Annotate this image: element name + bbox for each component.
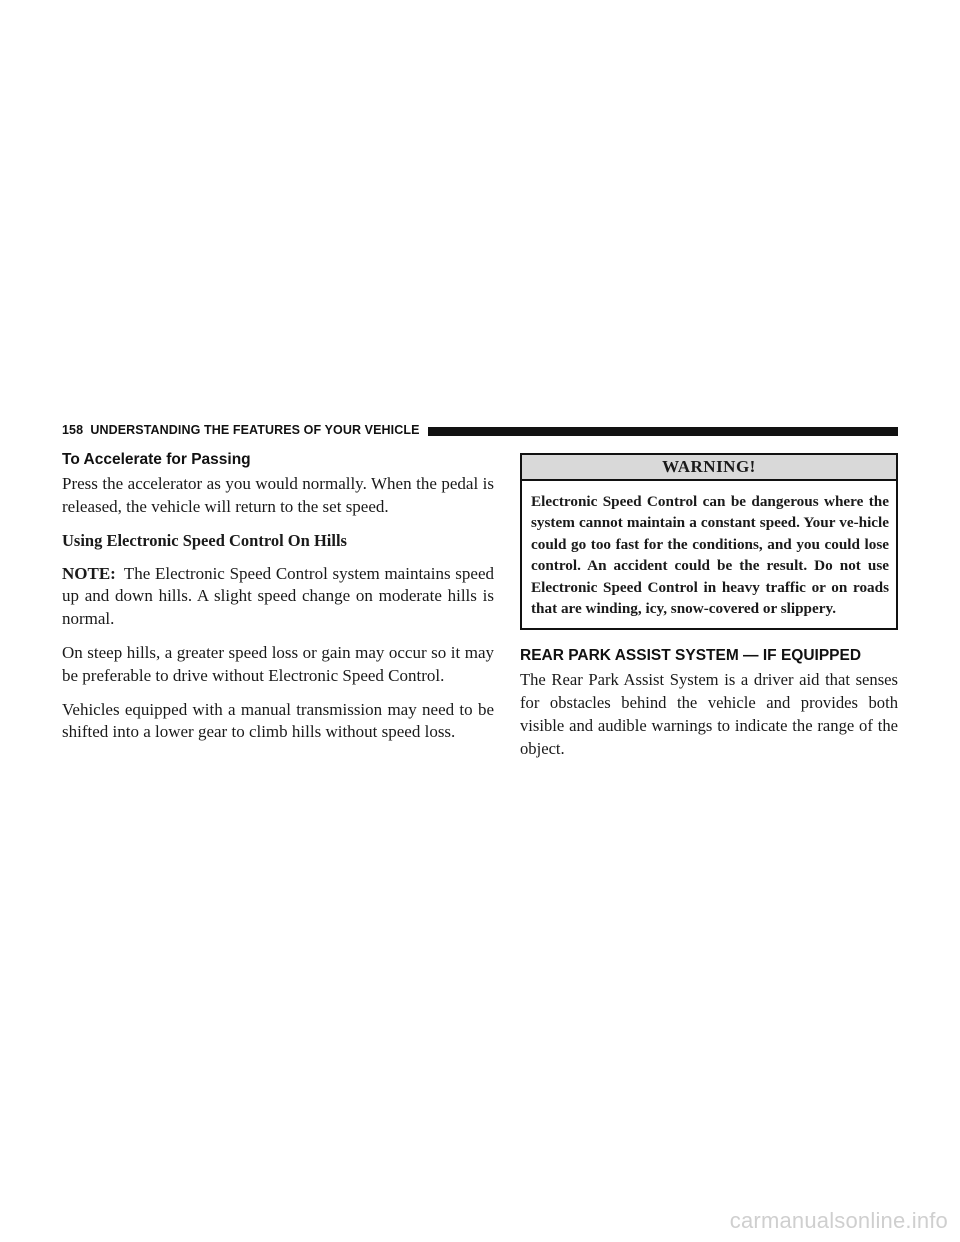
right-column [520,453,898,772]
heading-rear-park-assist: REAR PARK ASSIST SYSTEM — IF EQUIPPED [520,647,862,665]
page-header [62,419,898,441]
warning-title: WARNING! [522,455,896,481]
watermark: carmanualsonline.info [729,1208,948,1233]
header-rule [428,427,898,436]
heading-accelerate-passing: To Accelerate for Passing [62,451,251,468]
page-number: 158 [62,423,84,437]
paragraph-passing: Press the accelerator as you would normally. When the pedal is released, the vehicle will return to the set speed. [62,474,494,516]
heading-hills: Using Electronic Speed Control On Hills [62,530,347,550]
note-text: The Electronic Speed Control system maintains speed up and down hills. A slight speed change on moderate hills is normal. [62,563,494,629]
warning-text: Electronic Speed Control can be dangerous where the system cannot maintain a constant speed. Your ve-hicle could go too fast for the conditions, and you could lose control. An accident could be the result. Do not use Electronic Speed Control in heavy traffic or on roads that are winding, icy, snow-covered or slippery. [531,493,889,618]
running-title: UNDERSTANDING THE FEATURES OF YOUR VEHICLE [90,423,420,437]
paragraph-manual-transmission: Vehicles equipped with a manual transmission may need to be shifted into a lower gear to climb hills without speed loss. [62,699,494,742]
paragraph-note [62,563,494,631]
note-label: NOTE: [62,563,116,583]
paragraph-steep-hills: On steep hills, a greater speed loss or gain may occur so it may be preferable to drive without Electronic Speed Control. [62,642,494,685]
left-column [62,450,494,755]
paragraph-rear-park-assist: The Rear Park Assist System is a driver aid that senses for obstacles behind the vehicle and provides both visible and audible warnings to indicate the range of the object. [520,670,898,758]
warning-box [520,453,898,630]
page-number-and-title [62,423,420,437]
